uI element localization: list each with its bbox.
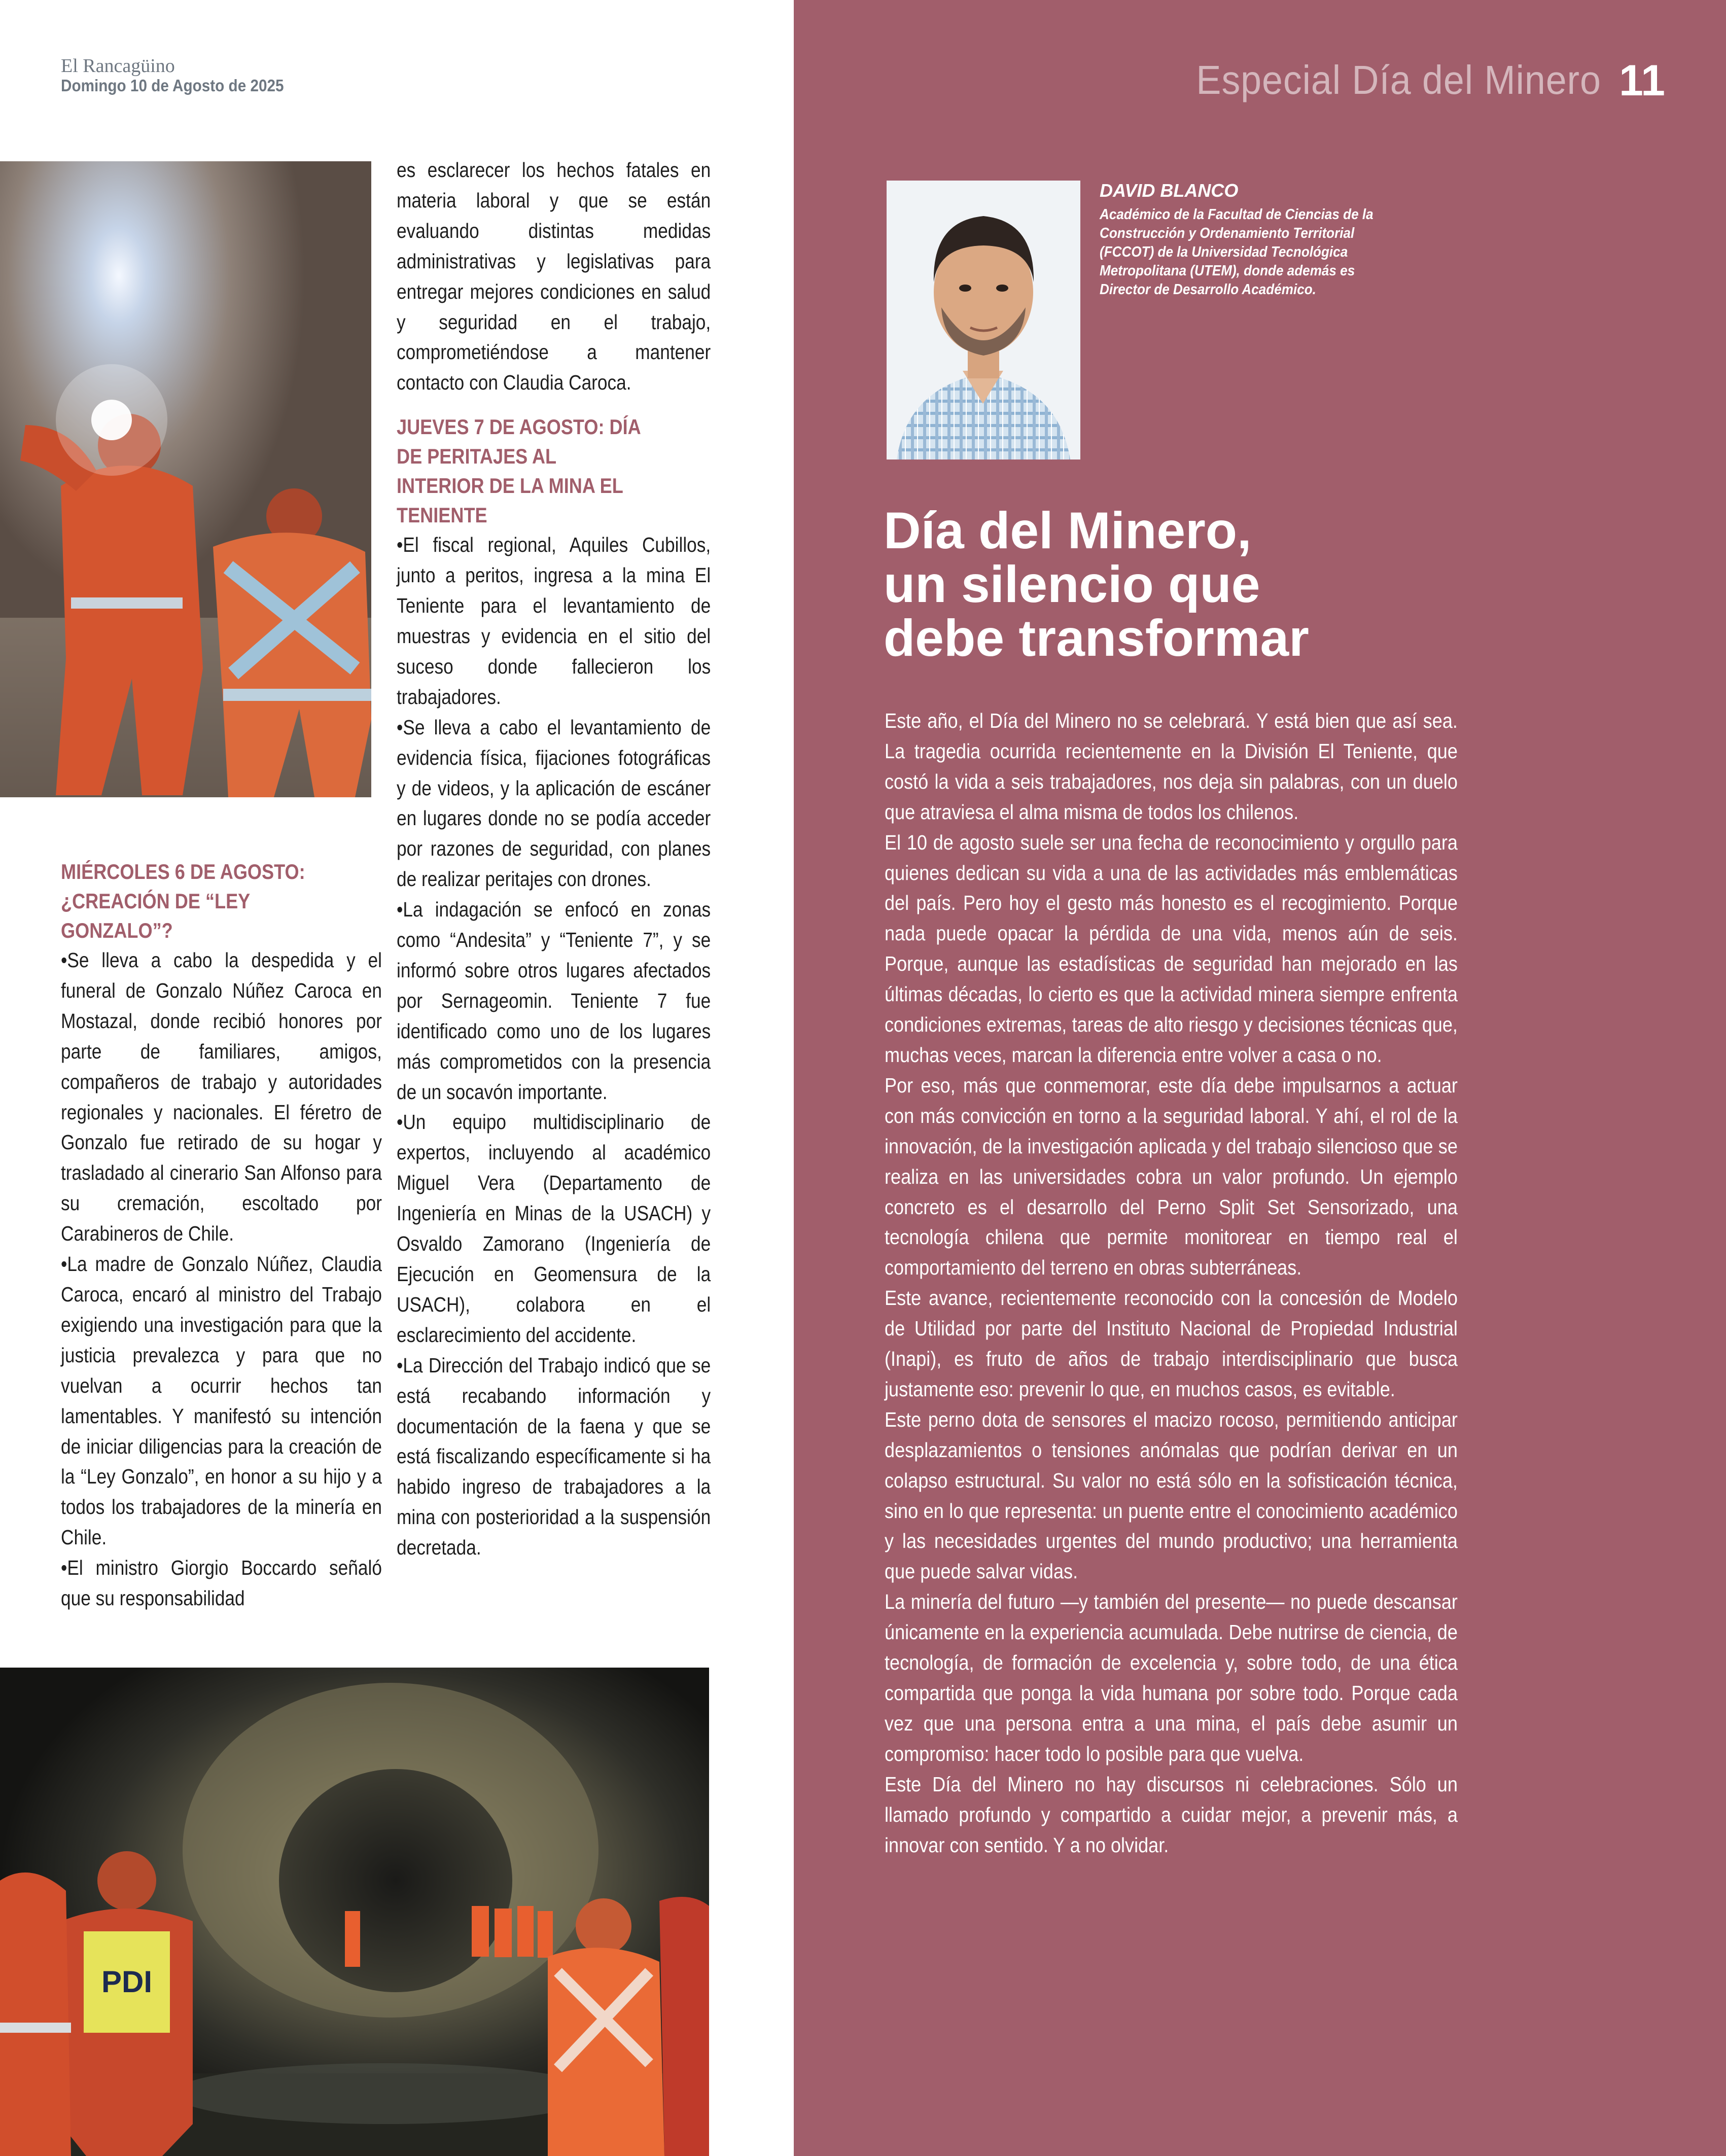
paragraph: •La madre de Gonzalo Núñez, Claudia Caroca, encaró al ministro del Trabajo exigiendo una investigación para que la justicia prevalezca y para que no vuelvan a ocurrir hechos tan lamentables. Y manifestó su intención de iniciar diligencias para la creación de la “Ley Gonzalo”, en honor a su hijo y a todos los trabajadores de la minería en Chile.	[61, 1252, 382, 1549]
paragraph: Este perno dota de sensores el macizo rocoso, permitiendo anticipar desplazamientos o tensiones anómalas que podrían derivar en un colapso estructural. Su valor no está sólo en la sofisticación técnica, sino en lo que representa: un puente entre el conocimiento académico y las necesidades urgentes del mundo productivo; una herramienta que puede salvar vidas.	[885, 1407, 1458, 1583]
opinion-essay	[885, 706, 1458, 1860]
paragraph: •El ministro Giorgio Boccardo señaló que su responsabilidad	[61, 1556, 382, 1610]
paragraph: Este avance, recientemente reconocido con la concesión de Modelo de Utilidad por parte del Instituto Nacional de Propiedad Industrial (Inapi), es fruto de años de trabajo interdisciplinario que busca justamente eso: prevenir lo que, en muchos casos, es evitable.	[885, 1286, 1458, 1401]
issue-date: Domingo 10 de Agosto de 2025	[61, 76, 284, 95]
paragraph-continuation: es esclarecer los hechos fatales en materia laboral y que se están evaluando distintas medidas administrativas y legislativas para entregar mejores condiciones en salud y seguridad en el trabajo, comprometiéndose a mantener contacto con Claudia Caroca.	[397, 158, 711, 395]
article-column-left	[61, 857, 382, 1614]
headline-line: un silencio que	[884, 555, 1260, 613]
subheading-thursday: JUEVES 7 DE AGOSTO: DÍA DE PERITAJES AL INTERIOR DE LA MINA EL TENIENTE	[397, 415, 641, 527]
paragraph: •Se lleva a cabo el levantamiento de evidencia física, fijaciones fotográficas y de videos, y la aplicación de escáner en lugares donde no se podía acceder por razones de seguridad, con planes de realizar peritajes con drones.	[397, 715, 711, 891]
paragraph: •La indagación se enfocó en zonas como “Andesita” y “Teniente 7”, y se informó sobre otros lugares afectados por Sernageomin. Teniente 7 fue identificado como uno de los lugares más comprometidos con la presencia de un socavón importante.	[397, 898, 711, 1104]
subheading-wednesday: MIÉRCOLES 6 DE AGOSTO: ¿CREACIÓN DE “LEY GONZALO”?	[61, 860, 305, 942]
paragraph: •La Dirección del Trabajo indicó que se está recabando información y documentación de la faena y que se está fiscalizando específicamente si ha habido ingreso de trabajadores a la mina con posterioridad a la suspensión decretada.	[397, 1353, 711, 1560]
paragraph: La minería del futuro —y también del presente— no puede descansar únicamente en la experiencia acumulada. Debe nutrirse de ciencia, de tecnología, de formación de excelencia y, sobre todo, de una ética compartida que ponga la vida humana por sobre todo. Porque cada vez que una persona entra a una mina, el país debe asumir un compromiso: hacer todo lo posible para que vuelva.	[885, 1590, 1458, 1765]
headline-line: Día del Minero,	[884, 502, 1252, 559]
paragraph: Este Día del Minero no hay discursos ni celebraciones. Sólo un llamado profundo y compartido a cuidar mejor, a prevenir más, a innovar con sentido. Y a no olvidar.	[885, 1772, 1458, 1857]
author-bio: Académico de la Facultad de Ciencias de la Construcción y Ordenamiento Territorial (FCCOT) de la Universidad Tecnológica Metropolitana (UTEM), donde además es Director de Desarrollo Académico.	[1100, 206, 1373, 298]
photo-miners-headlamp	[0, 161, 371, 797]
photo-mine-tunnel-pdi	[0, 1668, 709, 2156]
paragraph: Por eso, más que conmemorar, este día debe impulsarnos a actuar con más convicción en torno a la seguridad laboral. Y ahí, el rol de la innovación, de la investigación aplicada y del trabajo silencioso que se realiza en las universidades cobra un valor profundo. Un ejemplo concreto es el desarrollo del Perno Split Set Sensorizado, una tecnología chilena que permite monitorear en tiempo real el comportamiento del terreno en obras subterráneas.	[885, 1073, 1458, 1280]
section-title: Especial Día del Minero	[1196, 57, 1601, 102]
page-number: 11	[1619, 56, 1665, 105]
newspaper-name: El Rancagüino	[61, 55, 175, 77]
paragraph: •Se lleva a cabo la despedida y el funeral de Gonzalo Núñez Caroca en Mostazal, donde recibió honores por parte de familiares, amigos, compañeros de trabajo y autoridades regionales y nacionales. El féretro de Gonzalo fue retirado de su hogar y trasladado al cinerario San Alfonso para su cremación, escoltado por Carabineros de Chile.	[61, 948, 382, 1246]
paragraph: •Un equipo multidisciplinario de expertos, incluyendo al académico Miguel Vera (Departamento de Ingeniería en Minas de la USACH) y Osvaldo Zamorano (Ingeniería de Ejecución en Geomensura de la USACH), colabora en el esclarecimiento del accidente.	[397, 1110, 711, 1347]
author-portrait	[887, 181, 1080, 460]
article-column-middle	[397, 155, 711, 1563]
paragraph: El 10 de agosto suele ser una fecha de reconocimiento y orgullo para quienes dedican su vida a una de las actividades más emblemáticas del país. Pero hoy el gesto más honesto es el recogimiento. Porque nada puede opacar la pérdida de una vida, menos aún de seis. Porque, aunque las estadísticas de seguridad han mejorado en las últimas décadas, lo cierto es que la actividad minera siempre enfrenta condiciones extremas, tareas de alto riesgo y decisiones técnicas que, muchas veces, marcan la diferencia entre volver a casa o no.	[885, 830, 1458, 1067]
headline	[884, 504, 1441, 665]
author-name: DAVID BLANCO	[1100, 180, 1239, 201]
svg-text:PDI: PDI	[101, 1965, 153, 1999]
paragraph: •El fiscal regional, Aquiles Cubillos, junto a peritos, ingresa a la mina El Teniente para el levantamiento de muestras y evidencia en el sitio del suceso donde fallecieron los trabajadores.	[397, 533, 711, 709]
headline-line: debe transformar	[884, 609, 1309, 667]
paragraph: Este año, el Día del Minero no se celebrará. Y está bien que así sea. La tragedia ocurrida recientemente en la División El Teniente, que costó la vida a seis trabajadores, nos deja sin palabras, con un duelo que atraviesa el alma misma de todos los chilenos.	[885, 709, 1458, 824]
